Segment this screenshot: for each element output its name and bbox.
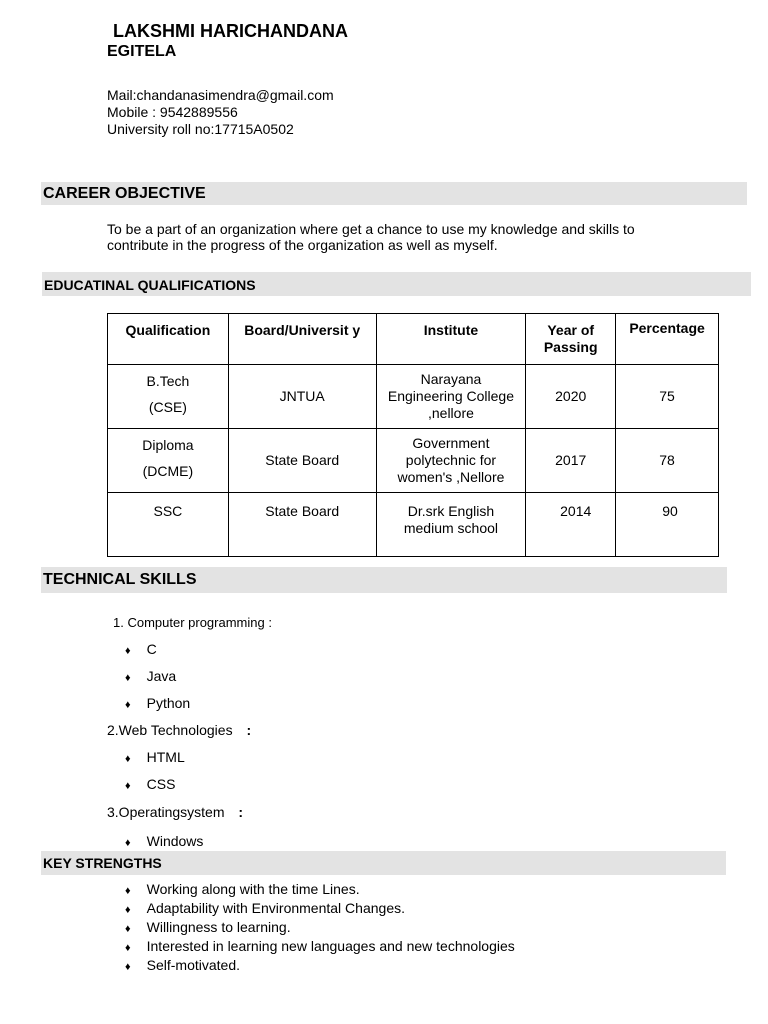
cell-board [228,429,376,493]
diamond-bullet-icon: ♦ [125,645,131,657]
skill-item: CSS [146,776,176,792]
skill-group-web [107,722,251,738]
board-text: State Board [265,503,340,519]
diamond-bullet-icon: ♦ [125,885,131,897]
cell-qualification [108,365,229,429]
cell-qualification [108,493,229,557]
board-text: JNTUA [279,388,325,404]
list-item [125,668,176,684]
roll-number-text: University roll no:17715A0502 [107,121,294,137]
strength-text: Willingness to learning. [146,919,291,935]
diamond-bullet-icon: ♦ [125,837,131,849]
career-objective-heading: CAREER OBJECTIVE [43,185,206,202]
list-item [125,938,515,957]
diamond-bullet-icon: ♦ [125,780,131,792]
diamond-bullet-icon: ♦ [125,699,131,711]
percentage-text: 75 [659,388,675,404]
diamond-bullet-icon: ♦ [125,961,131,973]
table-row [108,429,719,493]
skill-group-title: 3.Operatingsystem [107,804,225,820]
skill-item: C [146,641,157,657]
header-institute: Institute [376,314,526,365]
strength-text: Self-motivated. [146,957,240,973]
mobile-text: Mobile : 9542889556 [107,104,238,120]
list-item [125,833,203,849]
diamond-bullet-icon: ♦ [125,942,131,954]
percentage-text: 78 [659,452,675,468]
career-objective-text: To be a part of an organization where get a chance to use my knowledge and skills to contribute in the progress of the organization as well as myself. [107,221,635,253]
qual-name: Diploma [142,437,194,453]
header-percentage: Percentage [616,314,719,365]
list-item [125,776,175,792]
table-row [108,365,719,429]
diamond-bullet-icon: ♦ [125,672,131,684]
institute-text: Government polytechnic for women's ,Nellore [397,435,505,485]
skill-item: HTML [146,749,185,765]
diamond-bullet-icon: ♦ [125,904,131,916]
year-text: 2020 [555,388,587,404]
header-board: Board/Universit y [228,314,376,365]
year-text: 2014 [560,503,592,519]
contact-block [107,87,334,138]
candidate-name-line1: LAKSHMI HARICHANDANA [113,21,348,41]
cell-year [526,429,616,493]
strength-text: Working along with the time Lines. [146,881,360,897]
list-item [125,881,515,900]
cell-institute [376,429,526,493]
qual-branch: (CSE) [148,399,187,415]
cell-institute [376,493,526,557]
email-text: Mail:chandanasimendra@gmail.com [107,87,334,103]
table-header-row [108,314,719,365]
list-item [125,641,157,657]
cell-year [526,365,616,429]
header-qualification: Qualification [108,314,229,365]
qual-branch: (DCME) [142,463,194,479]
cell-qualification [108,429,229,493]
cell-percentage [616,493,719,557]
table-row [108,493,719,557]
education-heading: EDUCATINAL QUALIFICATIONS [44,277,256,293]
education-bar [42,272,751,296]
cell-board [228,365,376,429]
board-text: State Board [265,452,340,468]
list-item [125,695,190,711]
education-table [107,313,719,557]
list-item [125,749,185,765]
strength-text: Interested in learning new languages and new technologies [146,938,515,954]
year-text: 2017 [555,452,587,468]
colon-text: : [246,722,252,738]
skill-group-title: 2.Web Technologies [107,722,233,738]
skill-item: Java [146,668,177,684]
skill-item: Python [146,695,191,711]
qual-name: SSC [153,503,183,519]
institute-text: Dr.srk English medium school [403,503,499,536]
cell-percentage [616,365,719,429]
candidate-name-line2: EGITELA [107,43,177,60]
technical-skills-bar [41,567,727,593]
header-year: Year of Passing [526,314,616,365]
skill-item: Windows [146,833,204,849]
strength-text: Adaptability with Environmental Changes. [146,900,405,916]
qual-name: B.Tech [146,373,190,389]
skill-group-programming: 1. Computer programming : [113,615,272,630]
cell-institute [376,365,526,429]
list-item [125,957,515,976]
key-strengths-list [125,881,515,976]
skill-group-os [107,804,243,820]
colon-text: : [238,804,244,820]
diamond-bullet-icon: ♦ [125,753,131,765]
technical-skills-heading: TECHNICAL SKILLS [43,571,197,588]
cell-board [228,493,376,557]
list-item [125,900,515,919]
percentage-text: 90 [662,503,678,519]
key-strengths-heading: KEY STRENGTHS [43,855,162,871]
list-item [125,919,515,938]
cell-percentage [616,429,719,493]
cell-year [526,493,616,557]
career-objective-bar [41,182,747,205]
key-strengths-bar [41,851,726,875]
diamond-bullet-icon: ♦ [125,923,131,935]
institute-text: Narayana Engineering College ,nellore [387,371,514,421]
